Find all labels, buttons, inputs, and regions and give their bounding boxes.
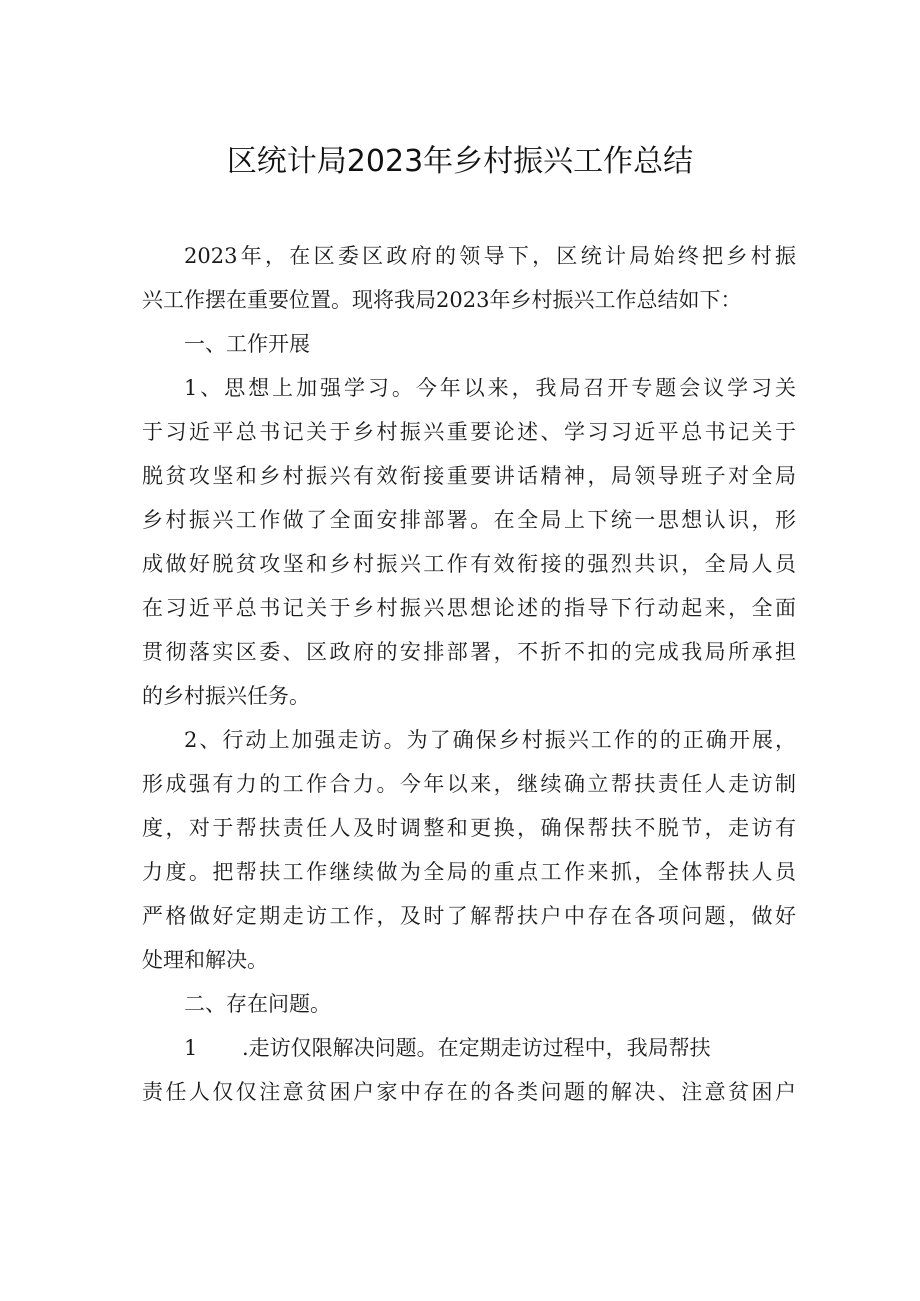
paragraph-line: 于习近平总书记关于乡村振兴重要论述、学习习近平总书记关于 bbox=[142, 420, 796, 444]
numbered-paragraph-line bbox=[142, 1026, 796, 1070]
paragraph-line: 乡村振兴工作做了全面安排部署。在全局上下统一思想认识，形 bbox=[142, 508, 796, 532]
paragraph-line: 的乡村振兴任务。 bbox=[142, 684, 310, 708]
section-heading-work: 一、工作开展 bbox=[184, 332, 310, 356]
paragraph-line: 兴工作摆在重要位置。现将我局2023年乡村振兴工作总结如下： bbox=[142, 288, 742, 312]
paragraph-line: 形成强有力的工作合力。今年以来，继续确立帮扶责任人走访制 bbox=[142, 772, 796, 796]
item-number: 1 bbox=[184, 1036, 198, 1060]
paragraph-line: 度，对于帮扶责任人及时调整和更换，确保帮扶不脱节，走访有 bbox=[142, 816, 796, 840]
paragraph-line: 2023年，在区委区政府的领导下，区统计局始终把乡村振 bbox=[184, 244, 796, 268]
document-title: 区统计局2023年乡村振兴工作总结 bbox=[226, 144, 694, 179]
paragraph-line: 责任人仅仅注意贫困户家中存在的各类问题的解决、注意贫困户 bbox=[142, 1080, 796, 1104]
paragraph-line: 在习近平总书记关于乡村振兴思想论述的指导下行动起来，全面 bbox=[142, 596, 796, 620]
paragraph-line: 脱贫攻坚和乡村振兴有效衔接重要讲话精神，局领导班子对全局 bbox=[142, 464, 796, 488]
section-heading-problems: 二、存在问题。 bbox=[184, 992, 331, 1016]
paragraph-line: 1、思想上加强学习。今年以来，我局召开专题会议学习关 bbox=[184, 376, 796, 400]
document-body bbox=[142, 234, 796, 1114]
item-text: .走访仅限解决问题。在定期走访过程中，我局帮扶 bbox=[242, 1036, 711, 1060]
paragraph-line: 2、行动上加强走访。为了确保乡村振兴工作的的正确开展， bbox=[184, 728, 796, 752]
paragraph-line: 严格做好定期走访工作，及时了解帮扶户中存在各项问题，做好 bbox=[142, 904, 796, 928]
paragraph-line: 贯彻落实区委、区政府的安排部署，不折不扣的完成我局所承担 bbox=[142, 640, 796, 664]
paragraph-line: 处理和解决。 bbox=[142, 948, 268, 972]
paragraph-line: 力度。把帮扶工作继续做为全局的重点工作来抓，全体帮扶人员 bbox=[142, 860, 796, 884]
paragraph-line: 成做好脱贫攻坚和乡村振兴工作有效衔接的强烈共识，全局人员 bbox=[142, 552, 796, 576]
